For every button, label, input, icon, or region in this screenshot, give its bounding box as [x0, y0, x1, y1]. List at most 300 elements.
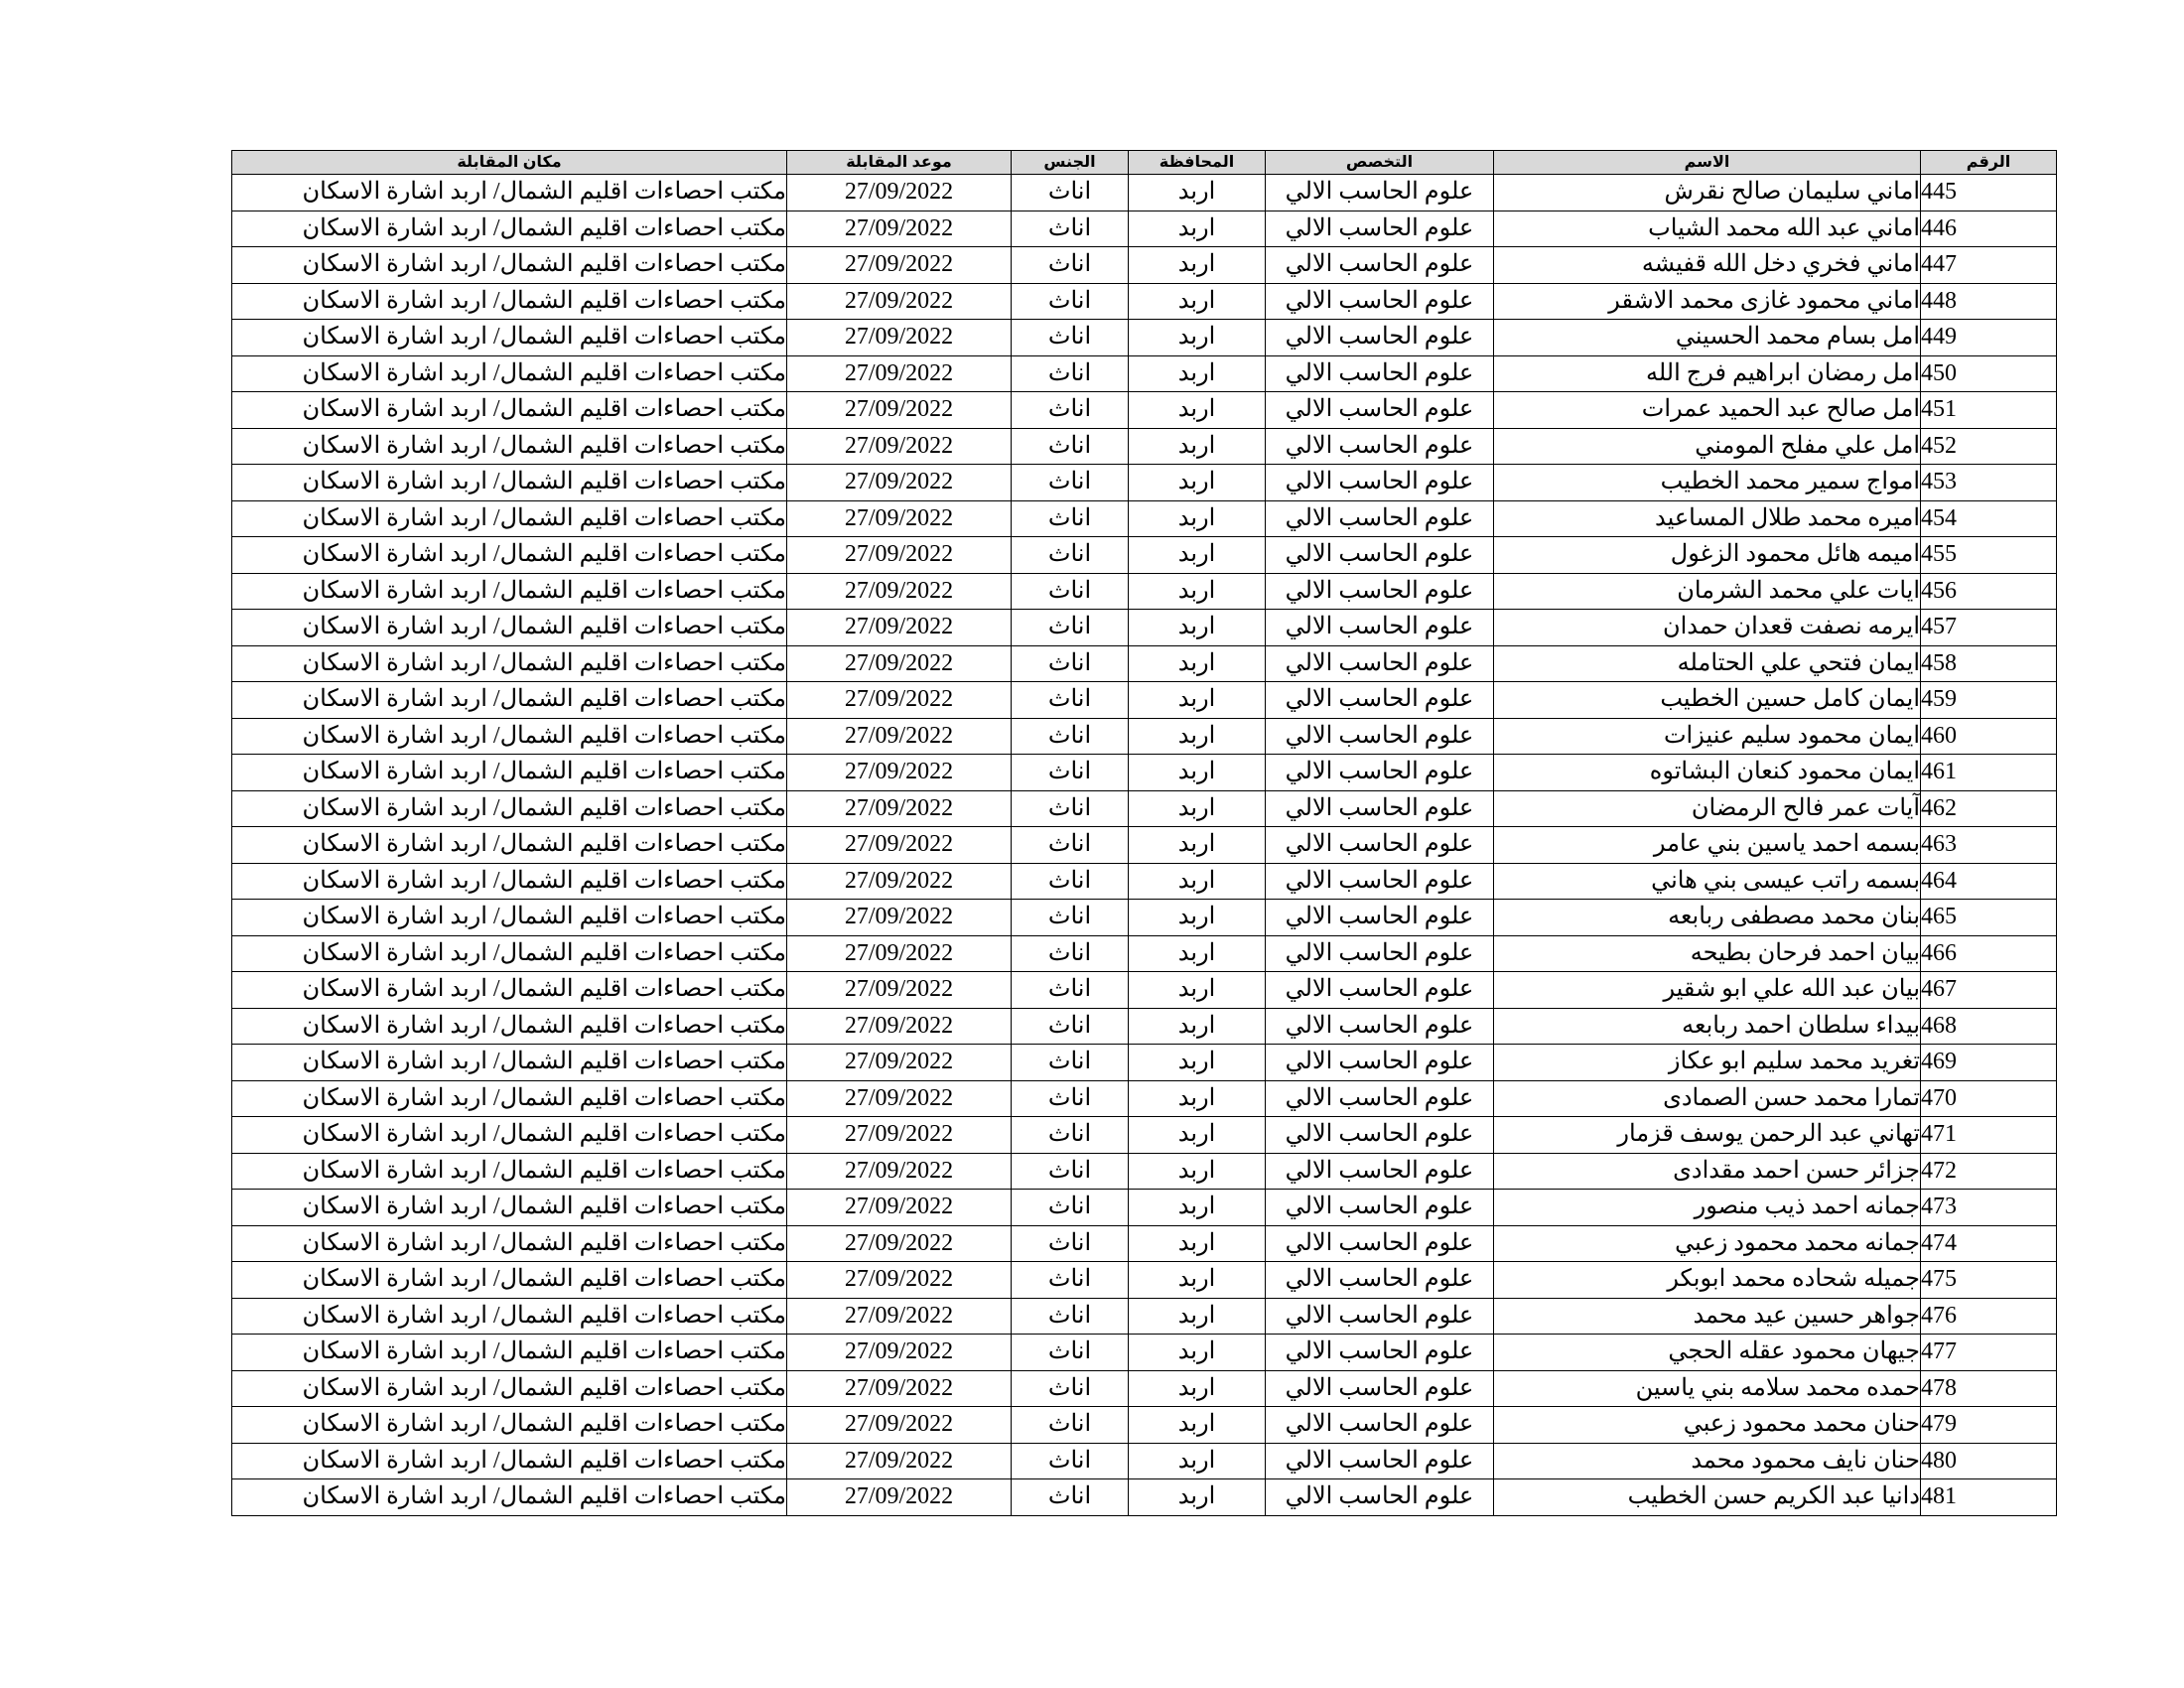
- cell-number: 475: [1921, 1262, 2057, 1299]
- cell-gender: اناث: [1012, 283, 1129, 320]
- cell-interview-place: مكتب احصاءات اقليم الشمال/ اربد اشارة الاسكان: [232, 900, 787, 936]
- cell-interview-place: مكتب احصاءات اقليم الشمال/ اربد اشارة الاسكان: [232, 573, 787, 610]
- cell-gender: اناث: [1012, 682, 1129, 719]
- cell-interview-place: مكتب احصاءات اقليم الشمال/ اربد اشارة الاسكان: [232, 1153, 787, 1190]
- cell-governorate: اربد: [1129, 465, 1266, 501]
- cell-name: جميله شحاده محمد ابوبكر: [1494, 1262, 1921, 1299]
- cell-specialization: علوم الحاسب الالي: [1266, 610, 1494, 646]
- cell-number: 459: [1921, 682, 2057, 719]
- cell-governorate: اربد: [1129, 1407, 1266, 1444]
- cell-name: بنان محمد مصطفى ربابعه: [1494, 900, 1921, 936]
- cell-interview-date: 27/09/2022: [787, 900, 1012, 936]
- cell-interview-date: 27/09/2022: [787, 682, 1012, 719]
- cell-gender: اناث: [1012, 718, 1129, 755]
- table-row: [232, 1117, 2057, 1154]
- cell-name: بيان عبد الله علي ابو شقير: [1494, 972, 1921, 1009]
- cell-interview-date: 27/09/2022: [787, 1298, 1012, 1335]
- cell-gender: اناث: [1012, 573, 1129, 610]
- cell-interview-date: 27/09/2022: [787, 428, 1012, 465]
- cell-interview-place: مكتب احصاءات اقليم الشمال/ اربد اشارة الاسكان: [232, 320, 787, 356]
- cell-specialization: علوم الحاسب الالي: [1266, 247, 1494, 284]
- cell-governorate: اربد: [1129, 1117, 1266, 1154]
- table-row: [232, 827, 2057, 864]
- cell-name: تمارا محمد حسن الصمادى: [1494, 1080, 1921, 1117]
- cell-name: امل بسام محمد الحسيني: [1494, 320, 1921, 356]
- cell-specialization: علوم الحاسب الالي: [1266, 1370, 1494, 1407]
- cell-gender: اناث: [1012, 500, 1129, 537]
- cell-name: امل رمضان ابراهيم فرج الله: [1494, 355, 1921, 392]
- cell-governorate: اربد: [1129, 827, 1266, 864]
- table-row: [232, 1190, 2057, 1226]
- cell-name: آيات عمر فالح الرمضان: [1494, 790, 1921, 827]
- table-row: [232, 1153, 2057, 1190]
- cell-name: دانيا عبد الكريم حسن الخطيب: [1494, 1479, 1921, 1516]
- cell-specialization: علوم الحاسب الالي: [1266, 1190, 1494, 1226]
- cell-name: بسمه احمد ياسين بني عامر: [1494, 827, 1921, 864]
- cell-number: 464: [1921, 863, 2057, 900]
- cell-governorate: اربد: [1129, 1153, 1266, 1190]
- cell-number: 461: [1921, 755, 2057, 791]
- cell-number: 451: [1921, 392, 2057, 429]
- cell-interview-date: 27/09/2022: [787, 1225, 1012, 1262]
- cell-governorate: اربد: [1129, 790, 1266, 827]
- table-row: [232, 1262, 2057, 1299]
- cell-interview-place: مكتب احصاءات اقليم الشمال/ اربد اشارة الاسكان: [232, 1190, 787, 1226]
- table-row: [232, 537, 2057, 574]
- cell-gender: اناث: [1012, 1262, 1129, 1299]
- cell-interview-date: 27/09/2022: [787, 1190, 1012, 1226]
- cell-interview-date: 27/09/2022: [787, 1008, 1012, 1045]
- cell-name: ايرمه نصفت قعدان حمدان: [1494, 610, 1921, 646]
- table-row: [232, 247, 2057, 284]
- cell-interview-date: 27/09/2022: [787, 863, 1012, 900]
- cell-gender: اناث: [1012, 1443, 1129, 1479]
- table-row: [232, 1335, 2057, 1371]
- cell-interview-date: 27/09/2022: [787, 175, 1012, 211]
- cell-interview-place: مكتب احصاءات اقليم الشمال/ اربد اشارة الاسكان: [232, 392, 787, 429]
- cell-interview-date: 27/09/2022: [787, 790, 1012, 827]
- cell-gender: اناث: [1012, 610, 1129, 646]
- cell-interview-place: مكتب احصاءات اقليم الشمال/ اربد اشارة الاسكان: [232, 537, 787, 574]
- cell-governorate: اربد: [1129, 1335, 1266, 1371]
- cell-gender: اناث: [1012, 790, 1129, 827]
- table-row: [232, 1370, 2057, 1407]
- cell-name: ايمان كامل حسين الخطيب: [1494, 682, 1921, 719]
- cell-interview-place: مكتب احصاءات اقليم الشمال/ اربد اشارة الاسكان: [232, 355, 787, 392]
- table-row: [232, 1080, 2057, 1117]
- cell-governorate: اربد: [1129, 863, 1266, 900]
- table-row: [232, 755, 2057, 791]
- cell-specialization: علوم الحاسب الالي: [1266, 1443, 1494, 1479]
- cell-interview-place: مكتب احصاءات اقليم الشمال/ اربد اشارة الاسكان: [232, 1370, 787, 1407]
- cell-governorate: اربد: [1129, 428, 1266, 465]
- table-row: [232, 1298, 2057, 1335]
- table-row: [232, 428, 2057, 465]
- cell-interview-place: مكتب احصاءات اقليم الشمال/ اربد اشارة الاسكان: [232, 755, 787, 791]
- table-row: [232, 935, 2057, 972]
- header-interview-date: موعد المقابلة: [787, 151, 1012, 175]
- cell-interview-place: مكتب احصاءات اقليم الشمال/ اربد اشارة الاسكان: [232, 610, 787, 646]
- cell-number: 454: [1921, 500, 2057, 537]
- cell-governorate: اربد: [1129, 1045, 1266, 1081]
- cell-governorate: اربد: [1129, 1190, 1266, 1226]
- table-row: [232, 392, 2057, 429]
- cell-name: ايمان محمود كنعان البشاتوه: [1494, 755, 1921, 791]
- cell-interview-place: مكتب احصاءات اقليم الشمال/ اربد اشارة الاسكان: [232, 1262, 787, 1299]
- cell-gender: اناث: [1012, 1407, 1129, 1444]
- cell-name: جواهر حسين عيد محمد: [1494, 1298, 1921, 1335]
- cell-specialization: علوم الحاسب الالي: [1266, 645, 1494, 682]
- table-row: [232, 900, 2057, 936]
- cell-interview-date: 27/09/2022: [787, 537, 1012, 574]
- cell-number: 446: [1921, 211, 2057, 247]
- cell-gender: اناث: [1012, 935, 1129, 972]
- cell-number: 455: [1921, 537, 2057, 574]
- cell-interview-place: مكتب احصاءات اقليم الشمال/ اربد اشارة الاسكان: [232, 935, 787, 972]
- cell-interview-place: مكتب احصاءات اقليم الشمال/ اربد اشارة الاسكان: [232, 1117, 787, 1154]
- cell-governorate: اربد: [1129, 537, 1266, 574]
- table-row: [232, 1008, 2057, 1045]
- cell-specialization: علوم الحاسب الالي: [1266, 682, 1494, 719]
- cell-specialization: علوم الحاسب الالي: [1266, 1407, 1494, 1444]
- cell-specialization: علوم الحاسب الالي: [1266, 283, 1494, 320]
- header-interview-place: مكان المقابلة: [232, 151, 787, 175]
- cell-interview-place: مكتب احصاءات اقليم الشمال/ اربد اشارة الاسكان: [232, 175, 787, 211]
- cell-name: جيهان محمود عقله الحجي: [1494, 1335, 1921, 1371]
- cell-gender: اناث: [1012, 247, 1129, 284]
- cell-gender: اناث: [1012, 465, 1129, 501]
- cell-specialization: علوم الحاسب الالي: [1266, 537, 1494, 574]
- cell-gender: اناث: [1012, 1080, 1129, 1117]
- cell-gender: اناث: [1012, 211, 1129, 247]
- cell-interview-date: 27/09/2022: [787, 755, 1012, 791]
- table-row: [232, 500, 2057, 537]
- cell-specialization: علوم الحاسب الالي: [1266, 972, 1494, 1009]
- cell-governorate: اربد: [1129, 1008, 1266, 1045]
- cell-gender: اناث: [1012, 645, 1129, 682]
- cell-name: اميره محمد طلال المساعيد: [1494, 500, 1921, 537]
- header-name: الاسم: [1494, 151, 1921, 175]
- table-row: [232, 283, 2057, 320]
- cell-interview-date: 27/09/2022: [787, 355, 1012, 392]
- cell-governorate: اربد: [1129, 211, 1266, 247]
- cell-specialization: علوم الحاسب الالي: [1266, 1045, 1494, 1081]
- cell-number: 452: [1921, 428, 2057, 465]
- cell-name: جمانه محمد محمود زعبي: [1494, 1225, 1921, 1262]
- cell-governorate: اربد: [1129, 1262, 1266, 1299]
- cell-interview-date: 27/09/2022: [787, 827, 1012, 864]
- cell-number: 448: [1921, 283, 2057, 320]
- cell-name: حنان نايف محمود محمد: [1494, 1443, 1921, 1479]
- cell-interview-place: مكتب احصاءات اقليم الشمال/ اربد اشارة الاسكان: [232, 863, 787, 900]
- cell-specialization: علوم الحاسب الالي: [1266, 900, 1494, 936]
- cell-specialization: علوم الحاسب الالي: [1266, 355, 1494, 392]
- cell-gender: اناث: [1012, 863, 1129, 900]
- cell-number: 478: [1921, 1370, 2057, 1407]
- cell-gender: اناث: [1012, 428, 1129, 465]
- table-row: [232, 573, 2057, 610]
- cell-gender: اناث: [1012, 1045, 1129, 1081]
- cell-number: 450: [1921, 355, 2057, 392]
- cell-specialization: علوم الحاسب الالي: [1266, 465, 1494, 501]
- cell-gender: اناث: [1012, 175, 1129, 211]
- cell-gender: اناث: [1012, 1008, 1129, 1045]
- table-row: [232, 175, 2057, 211]
- cell-gender: اناث: [1012, 827, 1129, 864]
- cell-governorate: اربد: [1129, 718, 1266, 755]
- cell-gender: اناث: [1012, 320, 1129, 356]
- cell-governorate: اربد: [1129, 682, 1266, 719]
- cell-governorate: اربد: [1129, 1443, 1266, 1479]
- cell-interview-place: مكتب احصاءات اقليم الشمال/ اربد اشارة الاسكان: [232, 247, 787, 284]
- cell-interview-place: مكتب احصاءات اقليم الشمال/ اربد اشارة الاسكان: [232, 645, 787, 682]
- table-row: [232, 1479, 2057, 1516]
- cell-interview-place: مكتب احصاءات اقليم الشمال/ اربد اشارة الاسكان: [232, 972, 787, 1009]
- cell-number: 445: [1921, 175, 2057, 211]
- cell-specialization: علوم الحاسب الالي: [1266, 1117, 1494, 1154]
- cell-interview-place: مكتب احصاءات اقليم الشمال/ اربد اشارة الاسكان: [232, 1298, 787, 1335]
- cell-name: اماني محمود غازى محمد الاشقر: [1494, 283, 1921, 320]
- cell-number: 458: [1921, 645, 2057, 682]
- cell-interview-date: 27/09/2022: [787, 1407, 1012, 1444]
- cell-number: 481: [1921, 1479, 2057, 1516]
- cell-number: 463: [1921, 827, 2057, 864]
- table-header-row: [232, 151, 2057, 175]
- table-row: [232, 863, 2057, 900]
- cell-interview-date: 27/09/2022: [787, 392, 1012, 429]
- cell-number: 476: [1921, 1298, 2057, 1335]
- cell-name: ايمان محمود سليم عنيزات: [1494, 718, 1921, 755]
- cell-interview-place: مكتب احصاءات اقليم الشمال/ اربد اشارة الاسكان: [232, 1443, 787, 1479]
- table-row: [232, 682, 2057, 719]
- cell-interview-place: مكتب احصاءات اقليم الشمال/ اربد اشارة الاسكان: [232, 1335, 787, 1371]
- cell-interview-date: 27/09/2022: [787, 500, 1012, 537]
- cell-specialization: علوم الحاسب الالي: [1266, 718, 1494, 755]
- cell-name: ايات علي محمد الشرمان: [1494, 573, 1921, 610]
- cell-number: 479: [1921, 1407, 2057, 1444]
- cell-gender: اناث: [1012, 1117, 1129, 1154]
- cell-interview-place: مكتب احصاءات اقليم الشمال/ اربد اشارة الاسكان: [232, 682, 787, 719]
- table-body: [232, 175, 2057, 1516]
- cell-specialization: علوم الحاسب الالي: [1266, 1225, 1494, 1262]
- cell-governorate: اربد: [1129, 320, 1266, 356]
- table-row: [232, 610, 2057, 646]
- cell-gender: اناث: [1012, 355, 1129, 392]
- cell-gender: اناث: [1012, 1225, 1129, 1262]
- cell-governorate: اربد: [1129, 1370, 1266, 1407]
- cell-number: 447: [1921, 247, 2057, 284]
- cell-number: 449: [1921, 320, 2057, 356]
- table-row: [232, 1407, 2057, 1444]
- cell-name: بيداء سلطان احمد ربابعه: [1494, 1008, 1921, 1045]
- cell-interview-place: مكتب احصاءات اقليم الشمال/ اربد اشارة الاسكان: [232, 790, 787, 827]
- cell-number: 474: [1921, 1225, 2057, 1262]
- cell-interview-date: 27/09/2022: [787, 320, 1012, 356]
- cell-name: جزائر حسن احمد مقدادى: [1494, 1153, 1921, 1190]
- cell-interview-date: 27/09/2022: [787, 247, 1012, 284]
- cell-interview-place: مكتب احصاءات اقليم الشمال/ اربد اشارة الاسكان: [232, 1479, 787, 1516]
- cell-number: 468: [1921, 1008, 2057, 1045]
- cell-interview-place: مكتب احصاءات اقليم الشمال/ اربد اشارة الاسكان: [232, 1045, 787, 1081]
- cell-number: 472: [1921, 1153, 2057, 1190]
- cell-name: تهاني عبد الرحمن يوسف قزمار: [1494, 1117, 1921, 1154]
- cell-number: 456: [1921, 573, 2057, 610]
- cell-number: 471: [1921, 1117, 2057, 1154]
- cell-governorate: اربد: [1129, 500, 1266, 537]
- cell-specialization: علوم الحاسب الالي: [1266, 1153, 1494, 1190]
- cell-interview-place: مكتب احصاءات اقليم الشمال/ اربد اشارة الاسكان: [232, 1407, 787, 1444]
- cell-gender: اناث: [1012, 392, 1129, 429]
- table-row: [232, 1443, 2057, 1479]
- cell-interview-place: مكتب احصاءات اقليم الشمال/ اربد اشارة الاسكان: [232, 718, 787, 755]
- cell-governorate: اربد: [1129, 1080, 1266, 1117]
- cell-specialization: علوم الحاسب الالي: [1266, 1298, 1494, 1335]
- cell-interview-date: 27/09/2022: [787, 1370, 1012, 1407]
- cell-interview-date: 27/09/2022: [787, 283, 1012, 320]
- cell-specialization: علوم الحاسب الالي: [1266, 175, 1494, 211]
- document-page: [231, 150, 2056, 1516]
- cell-governorate: اربد: [1129, 355, 1266, 392]
- cell-name: حمده محمد سلامه بني ياسين: [1494, 1370, 1921, 1407]
- cell-interview-place: مكتب احصاءات اقليم الشمال/ اربد اشارة الاسكان: [232, 500, 787, 537]
- table-row: [232, 1225, 2057, 1262]
- cell-specialization: علوم الحاسب الالي: [1266, 755, 1494, 791]
- cell-specialization: علوم الحاسب الالي: [1266, 320, 1494, 356]
- table-row: [232, 320, 2057, 356]
- cell-interview-place: مكتب احصاءات اقليم الشمال/ اربد اشارة الاسكان: [232, 1008, 787, 1045]
- cell-interview-date: 27/09/2022: [787, 1335, 1012, 1371]
- cell-name: جمانه احمد ذيب منصور: [1494, 1190, 1921, 1226]
- cell-specialization: علوم الحاسب الالي: [1266, 790, 1494, 827]
- cell-specialization: علوم الحاسب الالي: [1266, 1080, 1494, 1117]
- cell-governorate: اربد: [1129, 900, 1266, 936]
- table-row: [232, 790, 2057, 827]
- cell-governorate: اربد: [1129, 247, 1266, 284]
- cell-gender: اناث: [1012, 1335, 1129, 1371]
- cell-gender: اناث: [1012, 900, 1129, 936]
- table-row: [232, 1045, 2057, 1081]
- cell-governorate: اربد: [1129, 573, 1266, 610]
- cell-name: اميمه هائل محمود الزغول: [1494, 537, 1921, 574]
- cell-interview-date: 27/09/2022: [787, 610, 1012, 646]
- table-row: [232, 465, 2057, 501]
- cell-gender: اناث: [1012, 537, 1129, 574]
- cell-gender: اناث: [1012, 1370, 1129, 1407]
- cell-interview-date: 27/09/2022: [787, 645, 1012, 682]
- cell-interview-place: مكتب احصاءات اقليم الشمال/ اربد اشارة الاسكان: [232, 827, 787, 864]
- cell-governorate: اربد: [1129, 392, 1266, 429]
- cell-number: 480: [1921, 1443, 2057, 1479]
- cell-number: 470: [1921, 1080, 2057, 1117]
- cell-gender: اناث: [1012, 1153, 1129, 1190]
- cell-specialization: علوم الحاسب الالي: [1266, 827, 1494, 864]
- cell-number: 467: [1921, 972, 2057, 1009]
- cell-governorate: اربد: [1129, 1225, 1266, 1262]
- cell-specialization: علوم الحاسب الالي: [1266, 935, 1494, 972]
- header-governorate: المحافظة: [1129, 151, 1266, 175]
- table-row: [232, 211, 2057, 247]
- cell-governorate: اربد: [1129, 755, 1266, 791]
- cell-number: 462: [1921, 790, 2057, 827]
- cell-specialization: علوم الحاسب الالي: [1266, 392, 1494, 429]
- table-row: [232, 718, 2057, 755]
- cell-interview-date: 27/09/2022: [787, 1443, 1012, 1479]
- cell-name: بيان احمد فرحان بطيحه: [1494, 935, 1921, 972]
- cell-interview-date: 27/09/2022: [787, 935, 1012, 972]
- cell-governorate: اربد: [1129, 175, 1266, 211]
- cell-specialization: علوم الحاسب الالي: [1266, 428, 1494, 465]
- cell-gender: اناث: [1012, 1190, 1129, 1226]
- header-gender: الجنس: [1012, 151, 1129, 175]
- cell-gender: اناث: [1012, 1479, 1129, 1516]
- cell-interview-date: 27/09/2022: [787, 573, 1012, 610]
- cell-interview-place: مكتب احصاءات اقليم الشمال/ اربد اشارة الاسكان: [232, 428, 787, 465]
- cell-number: 465: [1921, 900, 2057, 936]
- header-number: الرقم: [1921, 151, 2057, 175]
- cell-number: 457: [1921, 610, 2057, 646]
- cell-name: اماني عبد الله محمد الشياب: [1494, 211, 1921, 247]
- cell-interview-date: 27/09/2022: [787, 211, 1012, 247]
- cell-gender: اناث: [1012, 755, 1129, 791]
- cell-interview-place: مكتب احصاءات اقليم الشمال/ اربد اشارة الاسكان: [232, 1080, 787, 1117]
- cell-specialization: علوم الحاسب الالي: [1266, 1008, 1494, 1045]
- cell-specialization: علوم الحاسب الالي: [1266, 211, 1494, 247]
- cell-specialization: علوم الحاسب الالي: [1266, 863, 1494, 900]
- cell-interview-date: 27/09/2022: [787, 1479, 1012, 1516]
- cell-interview-date: 27/09/2022: [787, 1045, 1012, 1081]
- cell-number: 473: [1921, 1190, 2057, 1226]
- cell-governorate: اربد: [1129, 610, 1266, 646]
- cell-governorate: اربد: [1129, 935, 1266, 972]
- cell-gender: اناث: [1012, 972, 1129, 1009]
- table-row: [232, 355, 2057, 392]
- table-row: [232, 645, 2057, 682]
- cell-governorate: اربد: [1129, 1298, 1266, 1335]
- cell-name: اماني سليمان صالح نقرش: [1494, 175, 1921, 211]
- cell-name: حنان محمد محمود زعبي: [1494, 1407, 1921, 1444]
- cell-gender: اناث: [1012, 1298, 1129, 1335]
- cell-specialization: علوم الحاسب الالي: [1266, 1335, 1494, 1371]
- cell-name: امل صالح عبد الحميد عمرات: [1494, 392, 1921, 429]
- cell-interview-date: 27/09/2022: [787, 718, 1012, 755]
- cell-interview-place: مكتب احصاءات اقليم الشمال/ اربد اشارة الاسكان: [232, 211, 787, 247]
- cell-interview-date: 27/09/2022: [787, 1153, 1012, 1190]
- cell-name: امل علي مفلح المومني: [1494, 428, 1921, 465]
- interview-schedule-table: [231, 150, 2057, 1516]
- table-row: [232, 972, 2057, 1009]
- cell-name: امواج سمير محمد الخطيب: [1494, 465, 1921, 501]
- cell-interview-place: مكتب احصاءات اقليم الشمال/ اربد اشارة الاسكان: [232, 465, 787, 501]
- cell-interview-place: مكتب احصاءات اقليم الشمال/ اربد اشارة الاسكان: [232, 283, 787, 320]
- cell-interview-date: 27/09/2022: [787, 1262, 1012, 1299]
- cell-governorate: اربد: [1129, 283, 1266, 320]
- cell-specialization: علوم الحاسب الالي: [1266, 573, 1494, 610]
- cell-number: 469: [1921, 1045, 2057, 1081]
- header-specialization: التخصص: [1266, 151, 1494, 175]
- cell-number: 466: [1921, 935, 2057, 972]
- cell-specialization: علوم الحاسب الالي: [1266, 1262, 1494, 1299]
- cell-interview-date: 27/09/2022: [787, 1117, 1012, 1154]
- cell-number: 453: [1921, 465, 2057, 501]
- cell-governorate: اربد: [1129, 645, 1266, 682]
- cell-name: اماني فخري دخل الله قفيشه: [1494, 247, 1921, 284]
- cell-interview-date: 27/09/2022: [787, 1080, 1012, 1117]
- cell-governorate: اربد: [1129, 972, 1266, 1009]
- cell-interview-place: مكتب احصاءات اقليم الشمال/ اربد اشارة الاسكان: [232, 1225, 787, 1262]
- cell-number: 460: [1921, 718, 2057, 755]
- cell-name: تغريد محمد سليم ابو عكاز: [1494, 1045, 1921, 1081]
- cell-specialization: علوم الحاسب الالي: [1266, 1479, 1494, 1516]
